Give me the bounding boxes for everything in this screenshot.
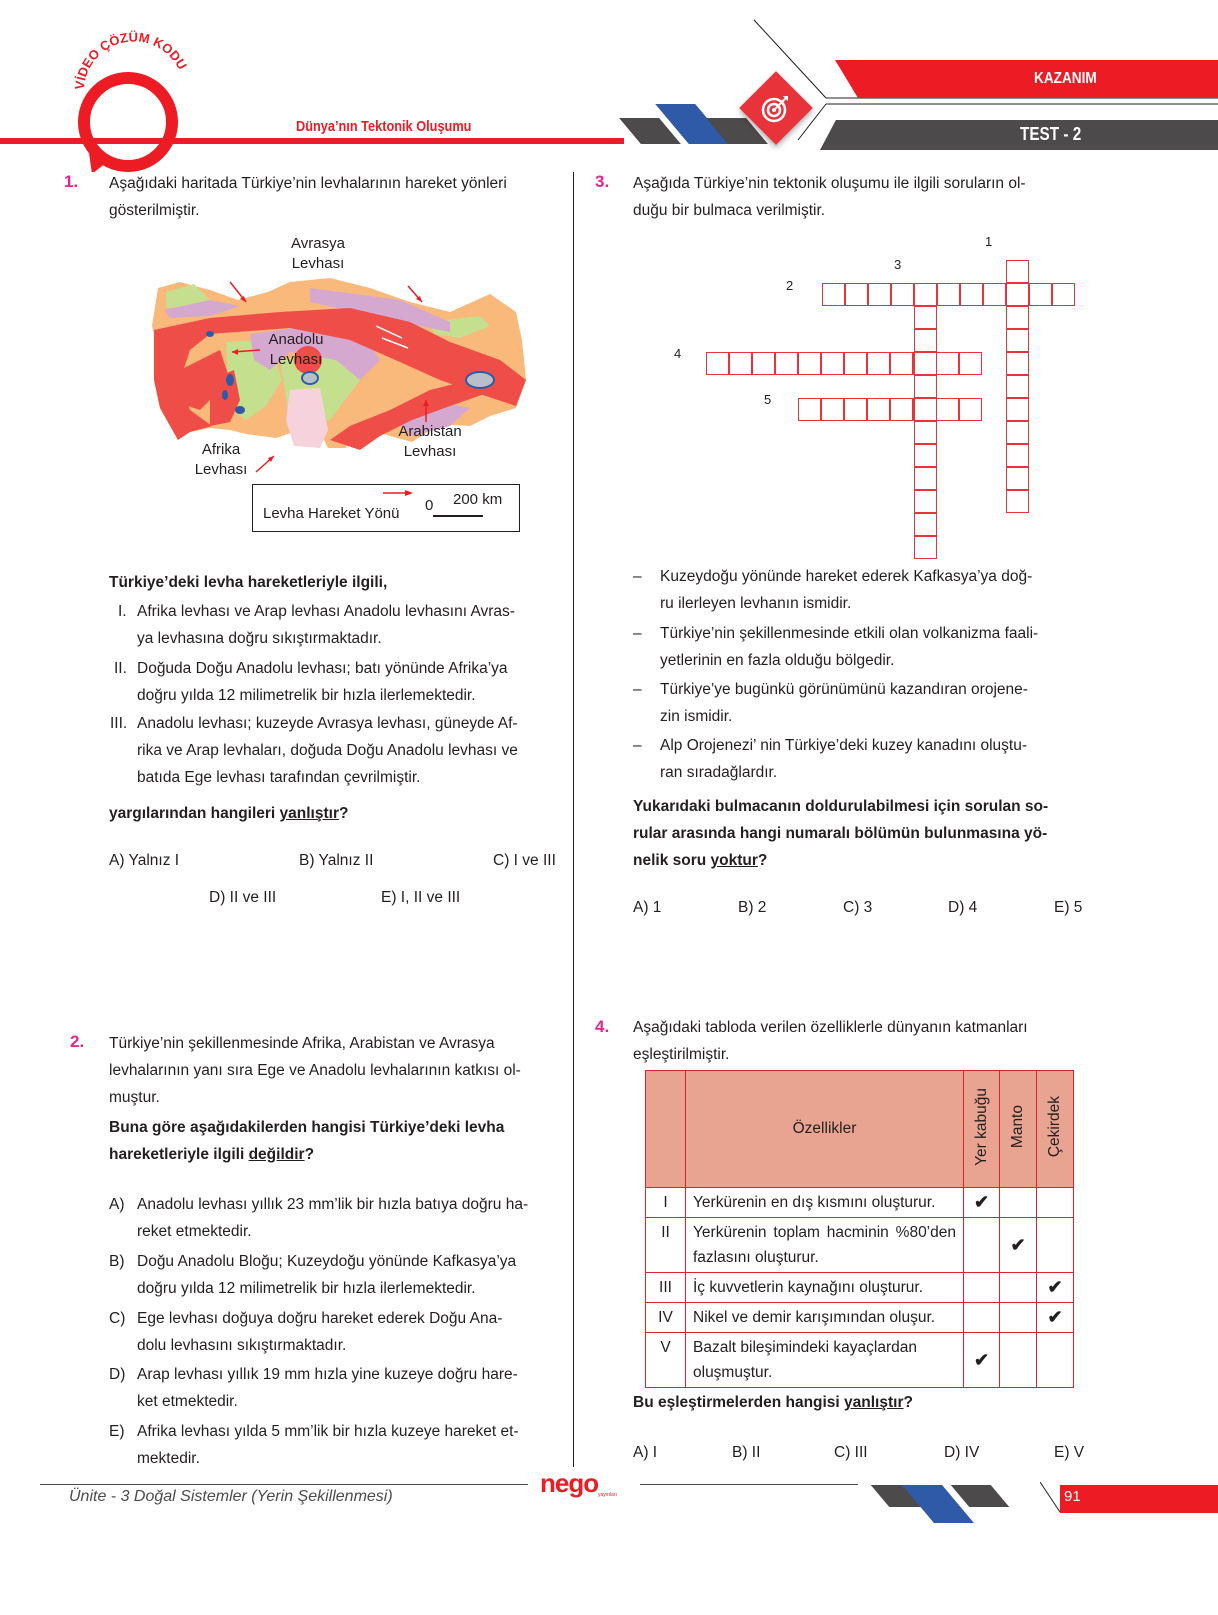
page-number-banner: [1060, 1485, 1218, 1513]
crossword-cell[interactable]: [1006, 444, 1029, 467]
crossword-cell[interactable]: [983, 283, 1006, 306]
crossword-cell[interactable]: [890, 352, 913, 375]
choice-c[interactable]: C) III: [834, 1444, 868, 1461]
check-icon: ✔: [964, 1188, 1000, 1218]
question-number: 2.: [70, 1032, 85, 1051]
crossword-cell[interactable]: [914, 467, 937, 490]
publisher-logo-text: nego: [540, 1468, 599, 1498]
question-stem: Aşağıdaki haritada Türkiye’nin levhalarının hareket yönleri gösterilmiştir.: [109, 175, 507, 219]
topic-title: Dünya’nın Tektonik Oluşumu: [296, 118, 472, 135]
check-icon: ✔: [1000, 1218, 1037, 1273]
header-crust: Yer kabuğu: [964, 1071, 1000, 1188]
choice-d[interactable]: D) II ve III: [209, 889, 277, 906]
choice-b[interactable]: B) II: [732, 1444, 761, 1461]
video-badge-text: VİDEO ÇÖZÜM KODU: [71, 29, 190, 91]
crossword-cell[interactable]: [1052, 283, 1075, 306]
crossword-cell[interactable]: [1006, 352, 1029, 375]
crossword-cell[interactable]: [914, 352, 937, 375]
test-label: TEST - 2: [1020, 124, 1082, 144]
crossword-cell[interactable]: [914, 329, 937, 352]
header-core: Çekirdek: [1037, 1071, 1074, 1188]
crossword-cell[interactable]: [798, 352, 821, 375]
scale-bar: [433, 515, 483, 517]
crossword-cell[interactable]: [706, 352, 729, 375]
crossword-cell[interactable]: [822, 283, 845, 306]
kazanim-label: KAZANIM: [1034, 70, 1097, 87]
map-label-avrasya: Avrasya Levhası: [291, 235, 345, 272]
page-number: 91: [1064, 1488, 1081, 1505]
crossword-cell[interactable]: [914, 536, 937, 559]
crossword-cell[interactable]: [914, 513, 937, 536]
crossword-cell[interactable]: [1006, 260, 1029, 283]
crossword-number-4: 4: [674, 346, 682, 361]
question-number: 3.: [595, 172, 610, 191]
map-label-arabistan: Arabistan Levhası: [398, 423, 462, 460]
crossword-number-5: 5: [764, 392, 772, 407]
crossword-number-3: 3: [894, 257, 902, 272]
crossword-cell[interactable]: [1006, 467, 1029, 490]
question-prompt: yargılarından hangileri yanlıştır?: [109, 805, 349, 822]
question-stem: Aşağıda Türkiye’nin tektonik oluşumu ile ilgili soruların ol- duğu bir bulmaca verilmiştir.: [633, 175, 1026, 219]
crossword-cell[interactable]: [914, 283, 937, 306]
choice-a[interactable]: A) 1: [633, 899, 662, 916]
header-red-stub: [600, 138, 624, 144]
crossword-cell[interactable]: [914, 490, 937, 513]
map-label-afrika: Afrika Levhası: [194, 441, 248, 478]
video-solution-badge[interactable]: [62, 22, 192, 172]
header-blank: [646, 1071, 686, 1188]
crossword-cell[interactable]: [775, 352, 798, 375]
crossword-cell[interactable]: [868, 283, 891, 306]
check-icon: ✔: [1037, 1273, 1074, 1303]
crossword-cell[interactable]: [1006, 283, 1029, 306]
question-number: 4.: [595, 1017, 610, 1036]
crossword-number-2: 2: [786, 278, 794, 293]
scale-zero: 0: [425, 497, 434, 514]
crossword-cell[interactable]: [867, 352, 890, 375]
table-row: I Yerkürenin en dış kısmını oluşturur. ✔: [646, 1188, 1074, 1218]
crossword-cell[interactable]: [936, 352, 959, 375]
crossword-cell[interactable]: [844, 398, 867, 421]
crossword-cell[interactable]: [1006, 375, 1029, 398]
crossword-cell[interactable]: [752, 352, 775, 375]
crossword-cell[interactable]: [844, 352, 867, 375]
test-banner: [820, 120, 1218, 150]
crossword-cell[interactable]: [1029, 283, 1052, 306]
statements-intro: Türkiye’deki levha hareketleriyle ilgili,: [109, 574, 388, 591]
crossword-cell[interactable]: [914, 306, 937, 329]
layers-table: [645, 1070, 1074, 1388]
crossword-cell[interactable]: [914, 444, 937, 467]
crossword-cell[interactable]: [960, 283, 983, 306]
header-red-rule: [0, 138, 600, 144]
crossword-cell[interactable]: [891, 283, 914, 306]
choice-c[interactable]: C) I ve III: [493, 852, 556, 869]
footer-stripe-gray-2: [951, 1485, 1009, 1507]
crossword-cell[interactable]: [845, 283, 868, 306]
choice-c[interactable]: C) 3: [843, 899, 873, 916]
crossword-cell[interactable]: [867, 398, 890, 421]
question-stem: Aşağıdaki tabloda verilen özelliklerle dünyanın katmanları eşleştirilmiştir.: [633, 1019, 1028, 1063]
kazanim-banner: [835, 60, 1218, 98]
crossword-cell[interactable]: [890, 398, 913, 421]
table-row: III İç kuvvetlerin kaynağını oluşturur. ✔: [646, 1273, 1074, 1303]
footer-rule-left: [40, 1484, 528, 1485]
choice-e[interactable]: E) V: [1054, 1444, 1085, 1461]
choice-a[interactable]: A) Yalnız I: [109, 852, 180, 869]
choice-a[interactable]: A) I: [633, 1444, 658, 1461]
question-number: 1.: [64, 172, 79, 191]
crossword-cell[interactable]: [914, 421, 937, 444]
choice-d[interactable]: D) IV: [944, 1444, 980, 1461]
choice-d[interactable]: D) 4: [948, 899, 978, 916]
crossword-cell[interactable]: [821, 352, 844, 375]
footer-rule-right: [640, 1484, 858, 1485]
header-mantle: Manto: [1000, 1071, 1037, 1188]
legend-label: Levha Hareket Yönü: [263, 505, 400, 522]
table-header-row: [646, 1071, 1074, 1188]
legend-red-arrow-icon: [383, 489, 413, 497]
unit-title: Ünite - 3 Doğal Sistemler (Yerin Şekillenmesi): [69, 1488, 393, 1505]
crossword-cell[interactable]: [1006, 329, 1029, 352]
map-legend: [252, 484, 520, 532]
map-label-anadolu: Anadolu Levhası: [268, 331, 324, 368]
table-row: V Bazalt bileşimindeki kayaçlardan oluşmuştur. ✔: [646, 1333, 1074, 1388]
turkey-plate-map: [150, 230, 530, 540]
crossword-cell[interactable]: [914, 375, 937, 398]
choice-e[interactable]: E) 5: [1054, 899, 1083, 916]
question-stem: Türkiye’nin şekillenmesinde Afrika, Arabistan ve Avrasya levhalarının yanı sıra Ege ve Anadolu levhalarının katkısı ol- muştur.: [109, 1035, 521, 1106]
choice-b[interactable]: B) Yalnız II: [299, 852, 374, 869]
target-icon: [760, 92, 792, 124]
question-prompt: Buna göre aşağıdakilerden hangisi Türkiye’deki levha hareketleriyle ilgili değildir?: [109, 1119, 505, 1163]
crossword-cell[interactable]: [821, 398, 844, 421]
choice-b[interactable]: B) 2: [738, 899, 767, 916]
crossword-cell[interactable]: [936, 398, 959, 421]
header-features: Özellikler: [686, 1071, 964, 1188]
publisher-sub-text: yayınları: [598, 1492, 617, 1498]
crossword-cell[interactable]: [729, 352, 752, 375]
crossword-number-1: 1: [985, 234, 993, 249]
crossword-cell[interactable]: [1006, 490, 1029, 513]
question-prompt: Yukarıdaki bulmacanın doldurulabilmesi için sorulan so- rular arasında hangi numaralı bölümün bulunmasına yö- nelik soru yoktur?: [633, 798, 1049, 869]
publisher-logo: [540, 1470, 630, 1500]
crossword-cell[interactable]: [798, 398, 821, 421]
crossword-cell[interactable]: [1006, 421, 1029, 444]
column-divider: [573, 172, 574, 1467]
table-row: IV Nikel ve demir karışımından oluşur. ✔: [646, 1303, 1074, 1333]
check-icon: ✔: [1037, 1303, 1074, 1333]
crossword-cell[interactable]: [914, 398, 937, 421]
crossword-cell[interactable]: [937, 283, 960, 306]
scale-value: 200 km: [453, 491, 503, 508]
video-badge-ring-icon: [62, 22, 192, 172]
crossword-cell[interactable]: [1006, 306, 1029, 329]
crossword-cell[interactable]: [959, 352, 982, 375]
crossword-cell[interactable]: [959, 398, 982, 421]
choice-e[interactable]: E) I, II ve III: [381, 889, 461, 906]
crossword-cell[interactable]: [1006, 398, 1029, 421]
table-row: II Yerkürenin toplam hacminin %80’den fazlasını oluşturur. ✔: [646, 1218, 1074, 1273]
question-prompt: Bu eşleştirmelerden hangisi yanlıştır?: [633, 1394, 913, 1411]
check-icon: ✔: [964, 1333, 1000, 1388]
